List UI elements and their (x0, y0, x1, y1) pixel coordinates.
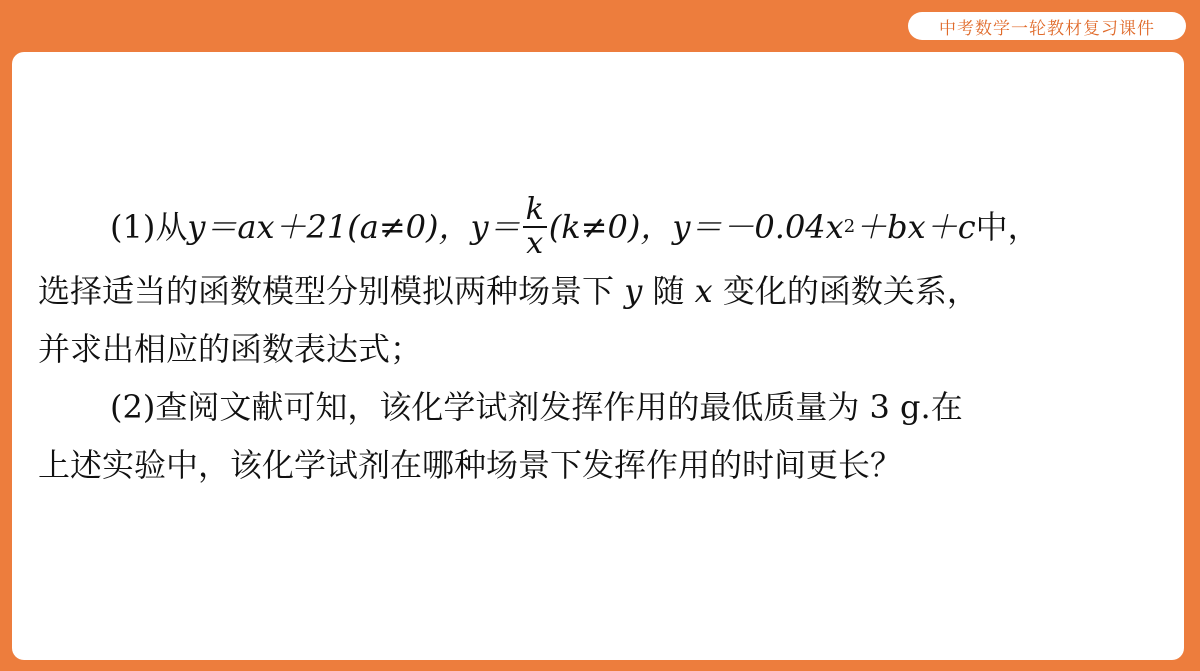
fraction-denominator: x (526, 226, 544, 261)
fraction-numerator: k (523, 194, 547, 228)
variable-x: x (694, 272, 713, 310)
line2-text-b: 随 (642, 272, 695, 310)
q1-suffix: 中， (975, 208, 1040, 246)
q1-prefix: (1)从 (110, 208, 188, 246)
line2-text-c: 变化的函数关系， (712, 272, 979, 310)
course-title-badge: 中考数学一轮教材复习课件 (908, 12, 1186, 40)
question-1-line-1: (1)从 y＝ax＋21(a≠0)， y＝ $\frac{k}{x}$ (k≠0)， y＝－0.04x 2 ＋bx＋c 中， (110, 192, 1040, 261)
variable-y: y (624, 272, 643, 310)
question-2-line-1: (2)查阅文献可知，该化学试剂发挥作用的最低质量为 3 g.在 (110, 388, 963, 426)
formula-quadratic-b: ＋bx＋c (855, 208, 976, 246)
formula-linear: y＝ax＋21(a≠0)， (187, 208, 471, 246)
content-panel (12, 52, 1184, 660)
question-1-line-3: 并求出相应的函数表达式； (38, 330, 423, 368)
line2-text-a: 选择适当的函数模型分别模拟两种场景下 (38, 272, 625, 310)
question-2-line-2: 上述实验中，该化学试剂在哪种场景下发挥作用的时间更长？ (38, 446, 903, 484)
formula-inverse-right: (k≠0)， (548, 208, 673, 246)
formula-inverse-left: y＝ (470, 208, 521, 246)
fraction-k-over-x (523, 194, 547, 260)
formula-quadratic-a: y＝－0.04x (672, 208, 844, 246)
problem-text (38, 192, 1168, 494)
question-1-line-2 (38, 262, 1168, 320)
